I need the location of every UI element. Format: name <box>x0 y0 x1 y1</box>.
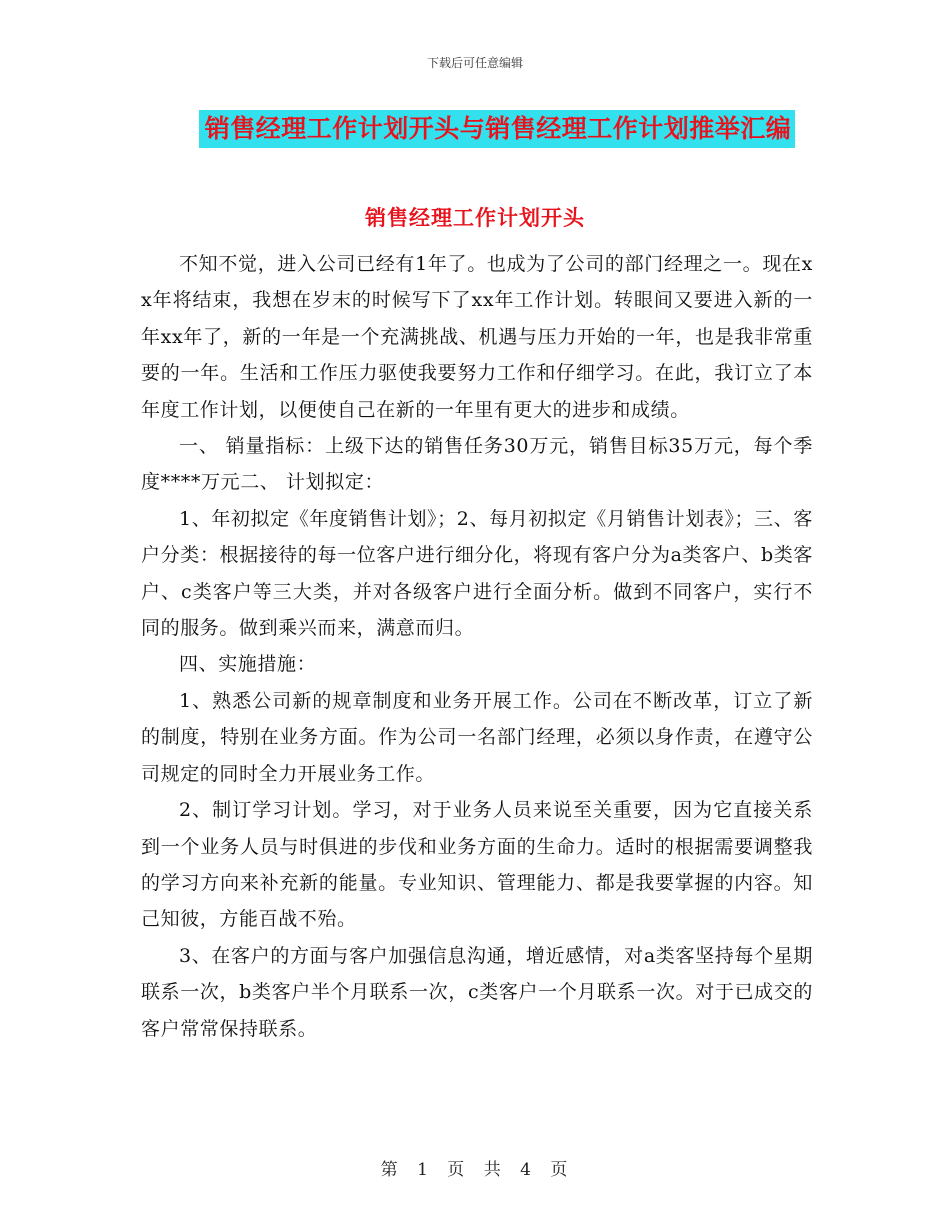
title-container <box>0 110 950 148</box>
current-page-number: 1 <box>417 1160 430 1180</box>
paragraph: 3、在客户的方面与客户加强信息沟通，增近感情，对a类客坚持每个星期联系一次，b类客户半个月联系一次，c类客户一个月联系一次。对于已成交的客户常常保持联系。 <box>141 944 813 1040</box>
paragraph: 一、 销量指标：上级下达的销售任务30万元，销售目标35万元，每个季度****万元二、 计划拟定： <box>141 435 813 494</box>
header-note: 下载后可任意编辑 <box>426 56 523 70</box>
paragraph: 不知不觉，进入公司已经有1年了。也成为了公司的部门经理之一。现在xx年将结束，我想在岁末的时候写下了xx年工作计划。转眼间又要进入新的一年xx年了，新的一年是一个充满挑战、机遇与压力开始的一年，也是我非常重要的一年。生活和工作压力驱使我要努力工作和仔细学习。在此，我订立了本年度工作计划，以便使自己在新的一年里有更大的进步和成绩。 <box>141 253 813 421</box>
section-title: 销售经理工作计划开头 <box>365 206 585 230</box>
paragraph: 2、制订学习计划。学习，对于业务人员来说至关重要，因为它直接关系到一个业务人员与时俱进的步伐和业务方面的生命力。适时的根据需要调整我的学习方向来补充新的能量。专业知识、管理能力、都是我要掌握的内容。知己知彼，方能百战不殆。 <box>141 799 813 931</box>
paragraph: 四、实施措施： <box>179 653 317 676</box>
page-label-suffix: 页 <box>550 1160 570 1180</box>
document-title: 销售经理工作计划开头与销售经理工作计划推举汇编 <box>199 110 796 148</box>
page-label-mid: 页 <box>447 1160 467 1180</box>
page-label-prefix: 第 <box>380 1160 400 1180</box>
paragraph: 1、熟悉公司新的规章制度和业务开展工作。公司在不断改革，订立了新的制度，特别在业务方面。作为公司一名部门经理，必须以身作责，在遵守公司规定的同时全力开展业务工作。 <box>141 689 813 785</box>
document-body <box>141 246 813 1047</box>
page-label-total-prefix: 共 <box>483 1160 503 1180</box>
page-footer <box>0 1155 950 1180</box>
total-pages-number: 4 <box>520 1160 533 1180</box>
paragraph: 1、年初拟定《年度销售计划》；2、每月初拟定《月销售计划表》；三、客户分类：根据接待的每一位客户进行细分化，将现有客户分为a类客户、b类客户、c类客户等三大类，并对各级客户进行全面分析。做到不同客户，实行不同的服务。做到乘兴而来，满意而归。 <box>141 507 813 640</box>
